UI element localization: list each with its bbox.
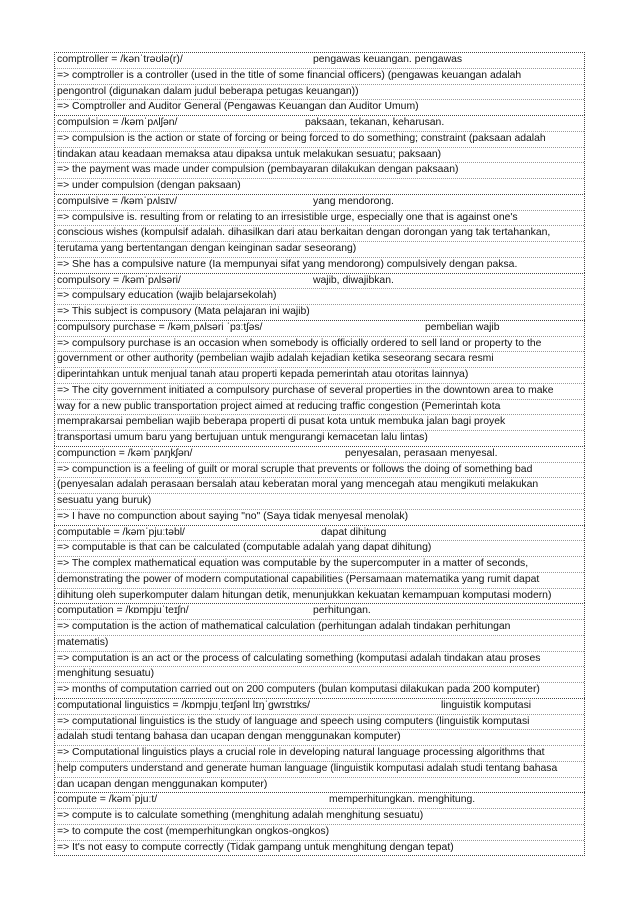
entry-text-line: => Computational linguistics plays a crucial role in developing natural language processing algorithms that: [55, 746, 584, 762]
entry-headword-line: [55, 195, 584, 211]
entry-text-line: => compunction is a feeling of guilt or moral scruple that prevents or follows the doing of something bad: [55, 463, 584, 479]
entry-definition: wajib, diwajibkan.: [313, 274, 394, 286]
entry-term: comptroller = /kənˈtrəʊlə(r)/: [57, 54, 183, 65]
dictionary-entry: [54, 698, 585, 793]
entry-text-line: => computational linguistics is the study of language and speech using computers (linguistik komputasi: [55, 715, 584, 731]
entry-headword-line: [55, 447, 584, 463]
entry-text-line: (penyesalan adalah perasaan bersalah atau keberatan moral yang mencegah atau mengikuti melakukan: [55, 478, 584, 494]
entry-headword-line: [55, 699, 584, 715]
dictionary-entry: [54, 52, 585, 115]
entry-text-line: => months of computation carried out on 200 computers (bulan komputasi dilakukan pada 200 komputer): [57, 684, 540, 695]
entry-text-line: adalah studi tentang bahasa dan ucapan dengan menggunakan komputer): [55, 730, 584, 746]
entry-text-line: => computable is that can be calculated (computable adalah yang dapat dihitung): [55, 541, 584, 557]
entry-definition: pengawas keuangan. pengawas: [313, 54, 463, 65]
entry-term: compulsory purchase = /kəmˌpʌlsəri ˈpɜːtʃəs/: [57, 321, 263, 333]
entry-text-line: => comptroller is a controller (used in the title of some financial officers) (pengawas keuangan adalah: [55, 69, 584, 85]
dictionary-entry: [54, 525, 585, 604]
entry-headword-line: [55, 274, 584, 290]
entry-definition: pembelian wajib: [425, 321, 500, 333]
entry-text-line: matematis): [55, 636, 584, 652]
entry-text-line: => computation is the action of mathematical calculation (perhitungan adalah tindakan perhitungan: [55, 620, 584, 636]
entry-headword-line: [55, 116, 584, 132]
entry-text-line: sesuatu yang buruk): [55, 494, 584, 510]
entry-text-line: => This subject is compusory (Mata pelajaran ini wajib): [57, 306, 310, 317]
dictionary-entry: [54, 446, 585, 525]
entry-text-line: => under compulsion (dengan paksaan): [57, 180, 241, 191]
entry-text-line: => The complex mathematical equation was computable by the supercomputer in a matter of seconds,: [55, 557, 584, 573]
entry-term: computation = /kɒmpjuˈteɪʃn/: [57, 605, 189, 617]
dictionary-entry: [54, 320, 585, 446]
entry-term: compulsive = /kəmˈpʌlsɪv/: [57, 195, 178, 207]
entry-term: compunction = /kəmˈpʌŋkʃən/: [57, 447, 193, 459]
entry-text-line: => She has a compulsive nature (Ia mempunyai sifat yang mendorong) compulsively dengan paksa.: [57, 258, 518, 270]
entry-text-line: => The city government initiated a compulsory purchase of several properties in the downtown area to make: [55, 384, 584, 400]
entry-headword-line: [55, 604, 584, 620]
entry-text-line: => compulsory purchase is an occasion when somebody is officially ordered to sell land or property to the: [55, 337, 584, 353]
entry-definition: memperhitungkan. menghitung.: [329, 794, 476, 806]
entry-headword-line: [55, 321, 584, 337]
entry-text-line: terutama yang bertentangan dengan keinginan sadar seseorang): [55, 242, 584, 258]
entry-text-line: memprakarsai pembelian wajib beberapa properti di pusat kota untuk membuka jalan bagi proyek: [55, 415, 584, 431]
dictionary-entry: [54, 603, 585, 698]
entry-term: compulsion = /kəmˈpʌlʃən/: [57, 117, 178, 128]
entry-text-line: => It's not easy to compute correctly (Tidak gampang untuk menghitung dengan tepat): [57, 841, 454, 853]
entry-text-line: demonstrating the power of modern computational capabilities (Persamaan matematika yang rumit dapat: [55, 573, 584, 589]
entry-text-line: => the payment was made under compulsion (pembayaran dilakukan dengan paksaan): [55, 163, 584, 179]
entry-definition: yang mendorong.: [313, 195, 394, 207]
entry-term: compute = /kəmˈpjuːt/: [57, 794, 158, 806]
entry-text-line: tindakan atau keadaan memaksa atau dipaksa untuk melakukan sesuatu; paksaan): [55, 148, 584, 164]
entry-text-line: diperintahkan untuk menjual tanah atau properti kepada pemerintah atau otoritas lainnya): [55, 368, 584, 384]
entry-text-line: government or other authority (pembelian wajib adalah kejadian ketika seseorang secara resmi: [55, 352, 584, 368]
entry-text-line: dihitung oleh superkomputer dalam hitungan detik, menunjukkan kekuatan kemampuan komputasi modern): [57, 589, 552, 601]
entry-text-line: => compulsion is the action or state of forcing or being forced to do something; constraint (paksaan adalah: [55, 132, 584, 148]
entry-term: computational linguistics = /kɒmpjuˌteɪʃənl lɪŋˈɡwɪstɪks/: [57, 699, 311, 711]
dictionary-entry: [54, 115, 585, 194]
entry-term: compulsory = /kəmˈpʌlsəri/: [57, 274, 181, 286]
entry-text-line: => compute is to calculate something (menghitung adalah menghitung sesuatu): [55, 809, 584, 825]
entry-headword-line: [55, 793, 584, 809]
entry-text-line: => compulsary education (wajib belajarsekolah): [55, 289, 584, 305]
entry-definition: dapat dihitung: [321, 526, 387, 538]
entry-text-line: => to compute the cost (memperhitungkan ongkos-ongkos): [55, 825, 584, 841]
glossary-page: [54, 52, 585, 856]
dictionary-entry: [54, 792, 585, 856]
entry-headword-line: [55, 53, 584, 69]
dictionary-entry: [54, 273, 585, 320]
entry-text-line: => computation is an act or the process of calculating something (komputasi adalah tindakan atau proses: [55, 652, 584, 668]
entry-text-line: => compulsive is. resulting from or relating to an irresistible urge, especially one that is against one's: [55, 211, 584, 227]
entry-text-line: dan ucapan dengan menggunakan komputer): [57, 778, 268, 790]
entry-definition: perhitungan.: [313, 605, 371, 617]
entry-text-line: menghitung sesuatu): [55, 667, 584, 683]
entry-text-line: pengontrol (digunakan dalam judul beberapa petugas keuangan)): [55, 85, 584, 101]
entry-definition: paksaan, tekanan, keharusan.: [305, 117, 445, 128]
entry-text-line: help computers understand and generate human language (linguistik komputasi adalah studi tentang bahasa: [55, 762, 584, 778]
entry-term: computable = /kəmˈpjuːtəbl/: [57, 526, 185, 538]
entry-definition: linguistik komputasi: [441, 699, 532, 711]
entry-headword-line: [55, 526, 584, 542]
dictionary-entry: [54, 194, 585, 273]
entry-text-line: => Comptroller and Auditor General (Pengawas Keuangan dan Auditor Umum): [57, 101, 419, 113]
entry-text-line: => I have no compunction about saying "no" (Saya tidak menyesal menolak): [57, 510, 409, 522]
entry-text-line: transportasi umum baru yang bertujuan untuk mengurangi kemacetan lalu lintas): [57, 432, 428, 443]
entry-text-line: way for a new public transportation project aimed at reducing traffic congestion (Pemerintah kota: [55, 400, 584, 416]
entry-definition: penyesalan, perasaan menyesal.: [345, 447, 498, 459]
entry-text-line: conscious wishes (kompulsif adalah. dihasilkan dari atau berkaitan dengan dorongan yang tak tertahankan,: [55, 226, 584, 242]
